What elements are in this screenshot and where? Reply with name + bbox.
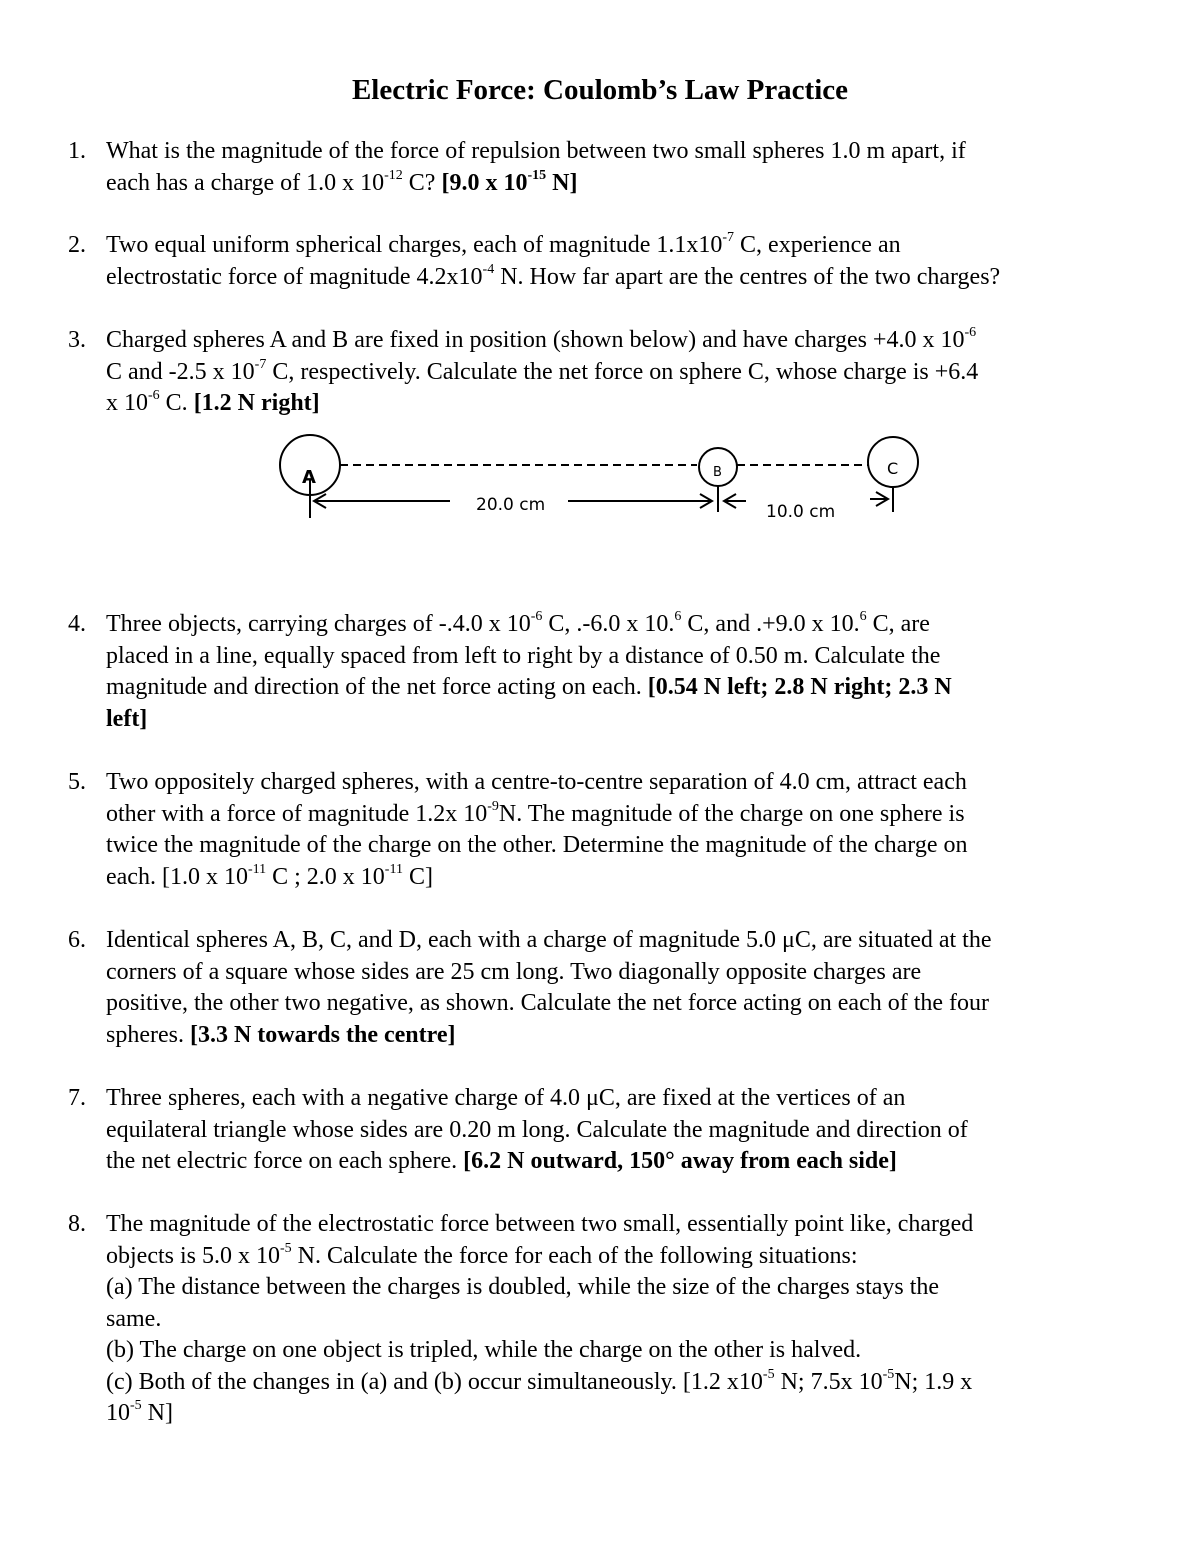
answer: [6.2 N outward, 150° away from each side] bbox=[463, 1148, 897, 1174]
question-number: 6. bbox=[68, 927, 86, 953]
question-line: same. bbox=[106, 1305, 162, 1332]
answer: [0.54 N left; 2.8 N right; 2.3 N bbox=[647, 674, 952, 700]
sphere-position-diagram bbox=[0, 420, 1200, 540]
distance-ab-label: 20.0 cm bbox=[476, 495, 546, 515]
question-line: C and -2.5 x $10^{-7}$ C, respectively. Calculate the net force on sphere C, whose charge is +6.4 bbox=[106, 356, 979, 385]
question-line: placed in a line, equally spaced from left to right by a distance of 0.50 m. Calculate the bbox=[106, 642, 941, 669]
question-line: objects is 5.0 x $10^{-5}$ N. Calculate the force for each of the following situations: bbox=[106, 1240, 858, 1269]
question-line: each has a charge of 1.0 x $10^{-12}$ C? [9.0 x $10^{-15}$ N] bbox=[106, 167, 578, 196]
question-line: What is the magnitude of the force of repulsion between two small spheres 1.0 m apart, if bbox=[106, 138, 966, 164]
question-number: 4. bbox=[68, 611, 86, 637]
question-line: magnitude and direction of the net force acting on each. [0.54 N left; 2.8 N right; 2.3 N bbox=[106, 674, 952, 700]
sphere-b-label: B bbox=[713, 465, 722, 480]
question-line: (a) The distance between the charges is doubled, while the size of the charges stays the bbox=[106, 1274, 940, 1300]
question-line: corners of a square whose sides are 25 cm long. Two diagonally opposite charges are bbox=[106, 958, 922, 985]
question-line: twice the magnitude of the charge on the other. Determine the magnitude of the charge on bbox=[106, 832, 968, 858]
question-line: the net electric force on each sphere. [6.2 N outward, 150° away from each side] bbox=[106, 1148, 897, 1174]
question-line: positive, the other two negative, as shown. Calculate the net force acting on each of the four bbox=[106, 990, 990, 1016]
question-line: equilateral triangle whose sides are 0.20 m long. Calculate the magnitude and direction of bbox=[106, 1116, 968, 1143]
question-line bbox=[106, 704, 1146, 736]
sphere-a-label: A bbox=[302, 467, 316, 488]
question-line: Three objects, carrying charges of -.4.0 x $10^{-6}$ C, .-6.0 x 10.$^6$ C, and .+9.0 x 10.$^6$ C, are bbox=[106, 609, 930, 637]
question-line: $10^{-5}$ N] bbox=[106, 1398, 173, 1426]
question-line: Identical spheres A, B, C, and D, each with a charge of magnitude 5.0 μC, are situated at the bbox=[106, 927, 992, 953]
sphere-c-label: C bbox=[887, 459, 899, 478]
distance-bc-label: 10.0 cm bbox=[766, 502, 836, 522]
question-line: Two equal uniform spherical charges, each of magnitude $1.1x10^{-7}$ C, experience an bbox=[106, 230, 901, 258]
question-number: 5. bbox=[68, 769, 86, 795]
answer: [9.0 x $10^{-15}$ N] bbox=[441, 167, 578, 196]
question-line: The magnitude of the electrostatic force between two small, essentially point like, charged bbox=[106, 1211, 974, 1237]
answer: left] bbox=[106, 705, 148, 732]
question-line: spheres. [3.3 N towards the centre] bbox=[106, 1021, 456, 1048]
answer: [1.2 N right] bbox=[193, 390, 320, 416]
question-line: x $10^{-6}$ C. [1.2 N right] bbox=[106, 388, 320, 416]
question-number: 2. bbox=[68, 232, 86, 258]
question-number: 7. bbox=[68, 1085, 86, 1111]
question-number: 8. bbox=[68, 1211, 86, 1237]
question-number: 1. bbox=[68, 138, 86, 164]
question-line: electrostatic force of magnitude $4.2x10^{-4}$ N. How far apart are the centres of the two charges? bbox=[106, 261, 1001, 290]
question-line: Two oppositely charged spheres, with a centre-to-centre separation of 4.0 cm, attract each bbox=[106, 769, 967, 795]
question-line: (c) Both of the changes in (a) and (b) occur simultaneously. [1.2 $x10^{-5}$ N; 7.5x $10^{-5}N$; 1.9 x bbox=[106, 1366, 973, 1395]
question-line: each. [1.0 x $10^{-11}$ C ; 2.0 x $10^{-11}$ C] bbox=[106, 861, 433, 890]
question-line: Three spheres, each with a negative charge of 4.0 μC, are fixed at the vertices of an bbox=[106, 1085, 906, 1111]
question-line: Charged spheres A and B are fixed in position (shown below) and have charges +4.0 x $10^{-6}$ bbox=[106, 325, 977, 353]
answer: [3.3 N towards the centre] bbox=[189, 1021, 456, 1048]
page-title: Electric Force: Coulomb’s Law Practice bbox=[351, 74, 849, 106]
question-number: 3. bbox=[68, 327, 86, 353]
question-line: other with a force of magnitude 1.2x $10^{-9}N$. The magnitude of the charge on one sphere is bbox=[106, 798, 965, 827]
question-line: (b) The charge on one object is tripled, while the charge on the other is halved. bbox=[106, 1337, 862, 1363]
